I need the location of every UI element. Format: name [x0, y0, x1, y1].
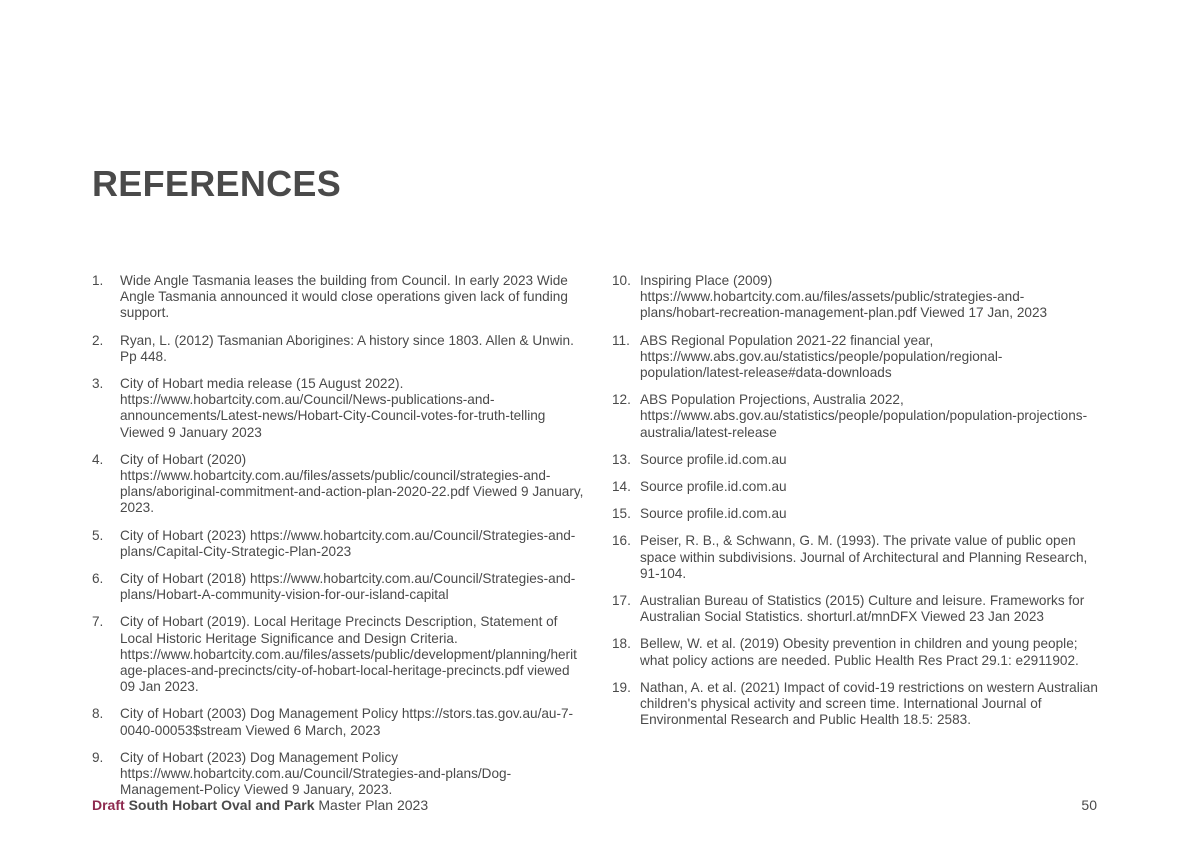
- reference-item: [612, 533, 1102, 582]
- reference-number: 7.: [92, 614, 104, 630]
- reference-text: ABS Population Projections, Australia 2022, https://www.abs.gov.au/statistics/people/population/population-projections-australia/latest-release: [640, 392, 1088, 440]
- reference-text: City of Hobart (2019). Local Heritage Precincts Description, Statement of Local Historic Heritage Significance and Design Criteria. https://www.hobartcity.com.au/files/assets/public/development/planning/heritage-places-and-precincts/city-of-hobart-local-heritage-precincts.pdf viewed 09 Jan 2023.: [120, 614, 577, 695]
- reference-text: Ryan, L. (2012) Tasmanian Aborigines: A history since 1803. Allen & Unwin. Pp 448.: [120, 332, 574, 364]
- reference-text: Source profile.id.com.au: [640, 506, 787, 522]
- reference-item: [92, 571, 584, 603]
- reference-text: City of Hobart (2023) https://www.hobartcity.com.au/Council/Strategies-and-plans/Capital-City-Strategic-Plan-2023: [120, 527, 576, 559]
- references-list-left: [92, 273, 584, 809]
- reference-number: 16.: [612, 533, 631, 549]
- reference-number: 1.: [92, 273, 104, 288]
- reference-item: [92, 273, 584, 322]
- page-title: REFERENCES: [92, 163, 342, 204]
- reference-number: 13.: [612, 451, 631, 467]
- footer-document-title: [92, 797, 428, 813]
- reference-item: [92, 528, 584, 560]
- reference-item: [92, 614, 584, 695]
- reference-item: [612, 593, 1102, 625]
- reference-item: [612, 333, 1102, 382]
- reference-number: 5.: [92, 527, 104, 543]
- reference-number: 17.: [612, 593, 631, 609]
- reference-number: 15.: [612, 506, 631, 522]
- reference-item: [612, 452, 1102, 468]
- reference-text: ABS Regional Population 2021-22 financial year, https://www.abs.gov.au/statistics/people/population/regional-population/latest-release#data-downloads: [640, 332, 1003, 381]
- reference-item: [92, 750, 584, 799]
- reference-number: 18.: [612, 636, 631, 652]
- reference-text: Source profile.id.com.au: [640, 451, 787, 467]
- reference-number: 4.: [92, 451, 104, 467]
- reference-number: 14.: [612, 479, 631, 495]
- reference-item: [612, 506, 1102, 522]
- references-list-right: [612, 273, 1102, 739]
- reference-number: 10.: [612, 273, 631, 288]
- reference-text: City of Hobart (2018) https://www.hobartcity.com.au/Council/Strategies-and-plans/Hobart-A-community-vision-for-our-island-capital: [120, 571, 576, 603]
- reference-item: [612, 680, 1102, 729]
- footer-project-name: South Hobart Oval and Park: [128, 797, 315, 813]
- reference-text: Nathan, A. et al. (2021) Impact of covid-19 restrictions on western Australian children's physical activity and screen time. International Journal of Environmental Research and Public Health 18.5: 2583.: [640, 679, 1098, 728]
- reference-text: Australian Bureau of Statistics (2015) Culture and leisure. Frameworks for Australian Social Statistics. shorturl.at/mnDFX Viewed 23 Jan 2023: [640, 593, 1085, 625]
- reference-item: [612, 273, 1102, 322]
- reference-number: 8.: [92, 706, 104, 722]
- reference-number: 3.: [92, 376, 104, 392]
- footer-plan-label: Master Plan 2023: [318, 797, 429, 813]
- reference-item: [612, 479, 1102, 495]
- reference-item: [92, 333, 584, 365]
- page-footer: [92, 797, 1097, 813]
- reference-item: [92, 452, 584, 517]
- reference-number: 12.: [612, 392, 631, 408]
- reference-number: 9.: [92, 749, 104, 765]
- reference-text: Wide Angle Tasmania leases the building from Council. In early 2023 Wide Angle Tasmania announced it would close operations given lack of funding support.: [120, 273, 568, 321]
- reference-item: [92, 706, 584, 738]
- reference-text: City of Hobart (2003) Dog Management Policy https://stors.tas.gov.au/au-7-0040-00053$stream Viewed 6 March, 2023: [120, 706, 574, 738]
- reference-text: City of Hobart (2023) Dog Management Policy https://www.hobartcity.com.au/Council/Strategies-and-plans/Dog-Management-Policy Viewed 9 January, 2023.: [120, 749, 512, 798]
- reference-text: Bellew, W. et al. (2019) Obesity prevention in children and young people; what policy actions are needed. Public Health Res Pract 29.1: e2911902.: [640, 636, 1079, 668]
- reference-item: [612, 636, 1102, 668]
- reference-text: Peiser, R. B., & Schwann, G. M. (1993). The private value of public open space within subdivisions. Journal of Architectural and Planning Research, 91-104.: [640, 533, 1088, 581]
- reference-number: 19.: [612, 679, 631, 695]
- reference-number: 6.: [92, 571, 104, 587]
- reference-item: [612, 392, 1102, 441]
- reference-text: Inspiring Place (2009) https://www.hobartcity.com.au/files/assets/public/strategies-and-plans/hobart-recreation-management-plan.pdf Viewed 17 Jan, 2023: [640, 273, 1048, 321]
- reference-number: 2.: [92, 332, 104, 348]
- reference-text: City of Hobart media release (15 August 2022). https://www.hobartcity.com.au/Council/News-publications-and-announcements/Latest-news/Hobart-City-Council-votes-for-truth-telling Viewed 9 January 2023: [120, 376, 546, 440]
- reference-number: 11.: [612, 332, 630, 348]
- reference-text: City of Hobart (2020) https://www.hobartcity.com.au/files/assets/public/council/strategies-and-plans/aboriginal-commitment-and-action-plan-2020-22.pdf Viewed 9 January, 2023.: [120, 451, 584, 516]
- page-number: 50: [1081, 797, 1097, 813]
- footer-draft-label: Draft: [92, 797, 125, 813]
- reference-item: [92, 376, 584, 441]
- reference-text: Source profile.id.com.au: [640, 479, 787, 495]
